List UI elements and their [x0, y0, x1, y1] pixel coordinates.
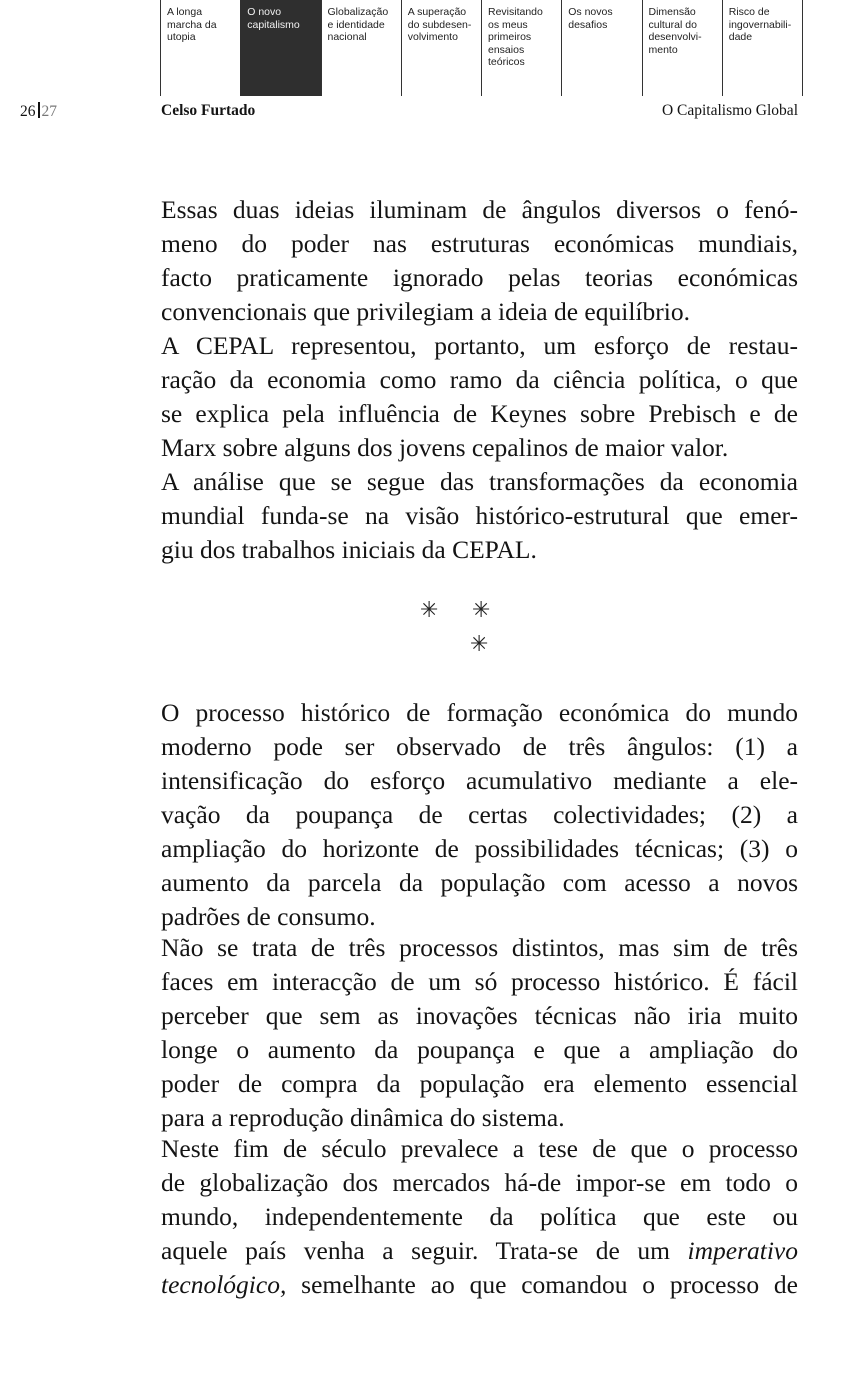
text-line: [161, 1268, 798, 1302]
text-line: ração da economia como ramo da ciência política, o que: [161, 365, 798, 394]
text-line: mundial funda-se na visão histórico-estrutural que emer-: [161, 501, 798, 530]
tab-label: A longa marcha da utopia: [167, 6, 217, 43]
book-title: O Capitalismo Global: [661, 102, 798, 119]
text-line: poder de compra da população era elemento essencial: [161, 1069, 798, 1098]
text-line: moderno pode ser observado de três ângulos: (1) a: [161, 732, 798, 761]
tab-globalizacao[interactable]: [321, 0, 401, 96]
text-line: giu dos trabalhos iniciais da CEPAL.: [161, 535, 537, 564]
text-line: padrões de consumo.: [161, 902, 376, 931]
page-number-current: 26: [20, 103, 36, 120]
text-line: A CEPAL representou, portanto, um esforço de restau-: [161, 331, 798, 360]
text-line: mundo, independentemente da política que este ou: [161, 1202, 798, 1231]
author-name: Celso Furtado: [161, 102, 256, 119]
tab-label: Globalização e identidade nacional: [327, 6, 389, 43]
tab-label: O novo capitalismo: [247, 6, 300, 31]
paragraph-3: [161, 931, 798, 1135]
text-line: A análise que se segue das transformações da economia: [161, 467, 798, 496]
italic-term: tecnológico,: [161, 1270, 287, 1299]
paragraph-4: [161, 1132, 798, 1302]
asterisk-icon: ✳: [420, 598, 439, 623]
asterisk-icon: ✳: [472, 598, 491, 623]
text-line: vação da poupança de certas colectividades; (2) a: [161, 800, 798, 829]
tab-label: Risco de ingovernabili- dade: [728, 6, 792, 43]
text-line: para a reprodução dinâmica do sistema.: [161, 1103, 565, 1132]
text-line: facto praticamente ignorado pelas teorias económicas: [161, 263, 798, 292]
text-segment: semelhante ao que comandou o processo de: [301, 1270, 798, 1299]
tab-a-longa-marcha[interactable]: [160, 0, 240, 96]
italic-term: imperativo: [687, 1236, 798, 1265]
tab-os-novos-desafios[interactable]: [561, 0, 641, 96]
running-header: [0, 102, 841, 122]
text-line: [161, 1234, 798, 1268]
tab-label: Dimensão cultural do desenvolvi- mento: [648, 6, 702, 56]
tab-label: Revisitando os meus primeiros ensaios teóricos: [488, 6, 543, 68]
text-line: Marx sobre alguns dos jovens cepalinos de maior valor.: [161, 433, 729, 462]
tab-dimensao-cultural[interactable]: [642, 0, 722, 96]
text-line: perceber que sem as inovações técnicas não iria muito: [161, 1001, 798, 1030]
text-line: convencionais que privilegiam a ideia de equilíbrio.: [161, 297, 690, 326]
tab-label: Os novos desafios: [568, 6, 613, 31]
text-line: O processo histórico de formação económica do mundo: [161, 698, 798, 727]
text-line: aumento da parcela da população com acesso a novos: [161, 868, 798, 897]
text-line: intensificação do esforço acumulativo mediante a ele-: [161, 766, 798, 795]
text-line: Neste fim de século prevalece a tese de que o processo: [161, 1134, 798, 1163]
paragraph-2: [161, 696, 798, 934]
tab-o-novo-capitalismo[interactable]: [240, 0, 320, 96]
text-line: ampliação do horizonte de possibilidades técnicas; (3) o: [161, 834, 798, 863]
paragraph-1: [161, 193, 798, 567]
page-number-next: 27: [41, 103, 57, 120]
text-line: se explica pela influência de Keynes sobre Prebisch e de: [161, 399, 798, 428]
text-line: Essas duas ideias iluminam de ângulos diversos o fenó-: [161, 195, 798, 224]
asterisk-icon: ✳: [470, 632, 489, 657]
tab-label: A superação do subdesen- volvimento: [407, 6, 472, 43]
chapter-tabs: [160, 0, 803, 96]
tab-revisitando[interactable]: [481, 0, 561, 96]
tab-risco[interactable]: [722, 0, 802, 96]
text-line: de globalização dos mercados há-de impor-se em todo o: [161, 1168, 798, 1197]
page-numbers: [20, 102, 57, 121]
text-line: longe o aumento da poupança e que a ampliação do: [161, 1035, 798, 1064]
page-number-divider: [38, 102, 40, 118]
text-segment: aquele país venha a seguir. Trata-se de um: [161, 1236, 670, 1265]
text-line: Não se trata de três processos distintos, mas sim de três: [161, 933, 798, 962]
text-line: meno do poder nas estruturas económicas mundiais,: [161, 229, 798, 258]
text-line: faces em interacção de um só processo histórico. É fácil: [161, 967, 798, 996]
tab-superacao[interactable]: [401, 0, 481, 96]
